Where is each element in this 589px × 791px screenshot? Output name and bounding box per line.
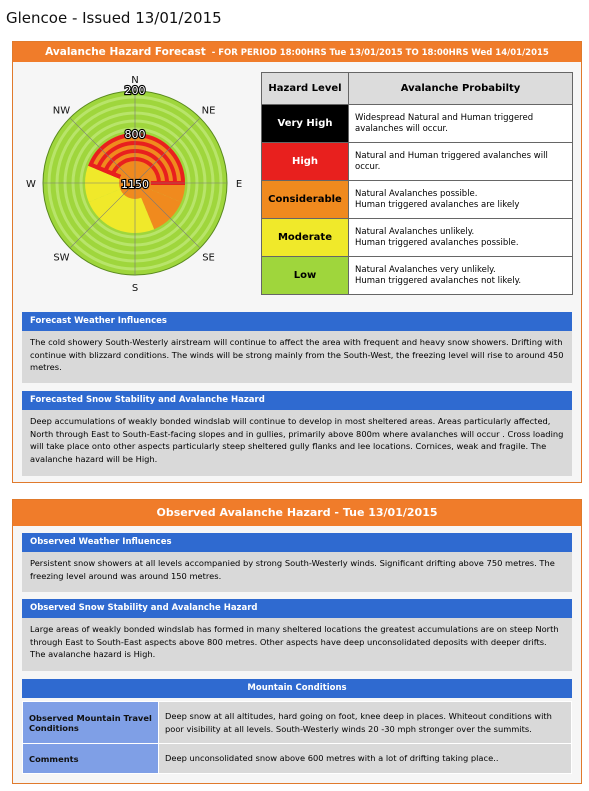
hazard-desc-line: Widespread Natural and Human triggered — [355, 112, 534, 123]
avalanche-rose — [22, 70, 250, 298]
compass-label-se: SE — [202, 252, 215, 264]
hazard-desc-line: Human triggered avalanches are likely — [355, 199, 520, 210]
hazard-row — [262, 181, 573, 219]
forecast-stability-heading: Forecasted Snow Stability and Avalanche Hazard — [22, 391, 572, 410]
observed-weather-heading: Observed Weather Influences — [22, 533, 572, 552]
hazard-desc-line: avalanches will occur. — [355, 123, 448, 134]
hazard-desc-cell — [349, 181, 573, 219]
hazard-desc-cell — [349, 257, 573, 295]
altitude-label: 800 — [124, 128, 146, 141]
hazard-desc-cell — [349, 219, 573, 257]
forecast-weather-heading: Forecast Weather Influences — [22, 312, 572, 331]
observed-header: Observed Avalanche Hazard - Tue 13/01/2015 — [13, 500, 581, 526]
hazard-level-cell: High — [262, 143, 349, 181]
hazard-desc-line: occur. — [355, 161, 381, 172]
hazard-desc-line: Human triggered avalanches possible. — [355, 237, 519, 248]
hazard-row — [262, 105, 573, 143]
mountain-conditions-table — [22, 701, 572, 774]
compass-label-n: N — [131, 75, 139, 86]
hazard-desc-line: Natural and Human triggered avalanches will — [355, 150, 548, 161]
comments-text: Deep unconsolidated snow above 600 metres with a lot of drifting taking place.. — [159, 744, 572, 774]
altitude-label: 200 — [124, 84, 146, 97]
hazard-desc-cell — [349, 105, 573, 143]
hazard-level-cell: Low — [262, 257, 349, 295]
compass-label-w: W — [26, 179, 36, 190]
altitude-label: 1150 — [121, 178, 149, 191]
forecast-period: - FOR PERIOD 18:00HRS Tue 13/01/2015 TO 18:00HRS Wed 14/01/2015 — [211, 48, 549, 58]
observed-stability-text: Large areas of weakly bonded windslab has formed in many sheltered locations the greatest accumulations are on steep North through East to South-East aspects above 800 metres. Other aspects have deep unconsolidated deposits with deeper drifts. The avalanche hazard is High. — [22, 618, 572, 671]
travel-conditions-text: Deep snow at all altitudes, hard going on foot, knee deep in places. Whiteout conditions with poor visibility at all levels. South-Westerly winds 20 -30 mph stronger over the summits. — [159, 702, 572, 744]
observed-stability-heading: Observed Snow Stability and Avalanche Hazard — [22, 599, 572, 618]
mountain-conditions-heading: Mountain Conditions — [22, 679, 572, 698]
hazard-row — [262, 257, 573, 295]
forecast-weather-text: The cold showery South-Westerly airstream will continue to affect the area with frequent and heavy snow showers. Drifting with continue with blizzard conditions. The winds will be strong mainly from the South-West, the freezing level will rise to around 450 metres. — [22, 331, 572, 383]
hazard-level-cell: Considerable — [262, 181, 349, 219]
hazard-row — [262, 219, 573, 257]
hazard-level-cell: Very High — [262, 105, 349, 143]
probability-header: Avalanche Probabilty — [349, 73, 573, 105]
compass-label-sw: SW — [53, 252, 70, 264]
hazard-level-cell: Moderate — [262, 219, 349, 257]
comments-label: Comments — [23, 744, 159, 774]
travel-conditions-label: Observed Mountain Travel Conditions — [23, 702, 159, 744]
hazard-desc-line: Natural Avalanches unlikely. — [355, 226, 475, 237]
hazard-level-header: Hazard Level — [262, 73, 349, 105]
compass-label-s: S — [131, 283, 139, 294]
hazard-row — [262, 143, 573, 181]
forecast-header — [13, 42, 581, 62]
compass-label-nw: NW — [52, 105, 71, 117]
forecast-header-title: Avalanche Hazard Forecast — [45, 46, 206, 58]
page-title: Glencoe - Issued 13/01/2015 — [6, 9, 222, 27]
compass-label-e: E — [235, 179, 243, 190]
forecast-stability-text: Deep accumulations of weakly bonded windslab will continue to develop in most sheltered areas. Areas particularly affected, North through East to South-East-facing slopes and in gullies, primarily above 800m where avalanches will occur . Cross loading will take place onto other aspects particularly steep sheltered gully flanks and lee locations. Cornices, weak and fragile. The avalanche hazard will be High. — [22, 410, 572, 476]
hazard-desc-line: Natural Avalanches very unlikely. — [355, 264, 496, 275]
hazard-desc-line: Human triggered avalanches not likely. — [355, 275, 522, 286]
hazard-desc-line: Natural Avalanches possible. — [355, 188, 478, 199]
observed-weather-text: Persistent snow showers at all levels accompanied by strong South-Westerly winds. Significant drifting above 750 metres. The freezing level around was around 150 metres. — [22, 552, 572, 592]
hazard-table — [261, 72, 573, 295]
compass-label-ne: NE — [201, 105, 216, 117]
hazard-desc-cell — [349, 143, 573, 181]
